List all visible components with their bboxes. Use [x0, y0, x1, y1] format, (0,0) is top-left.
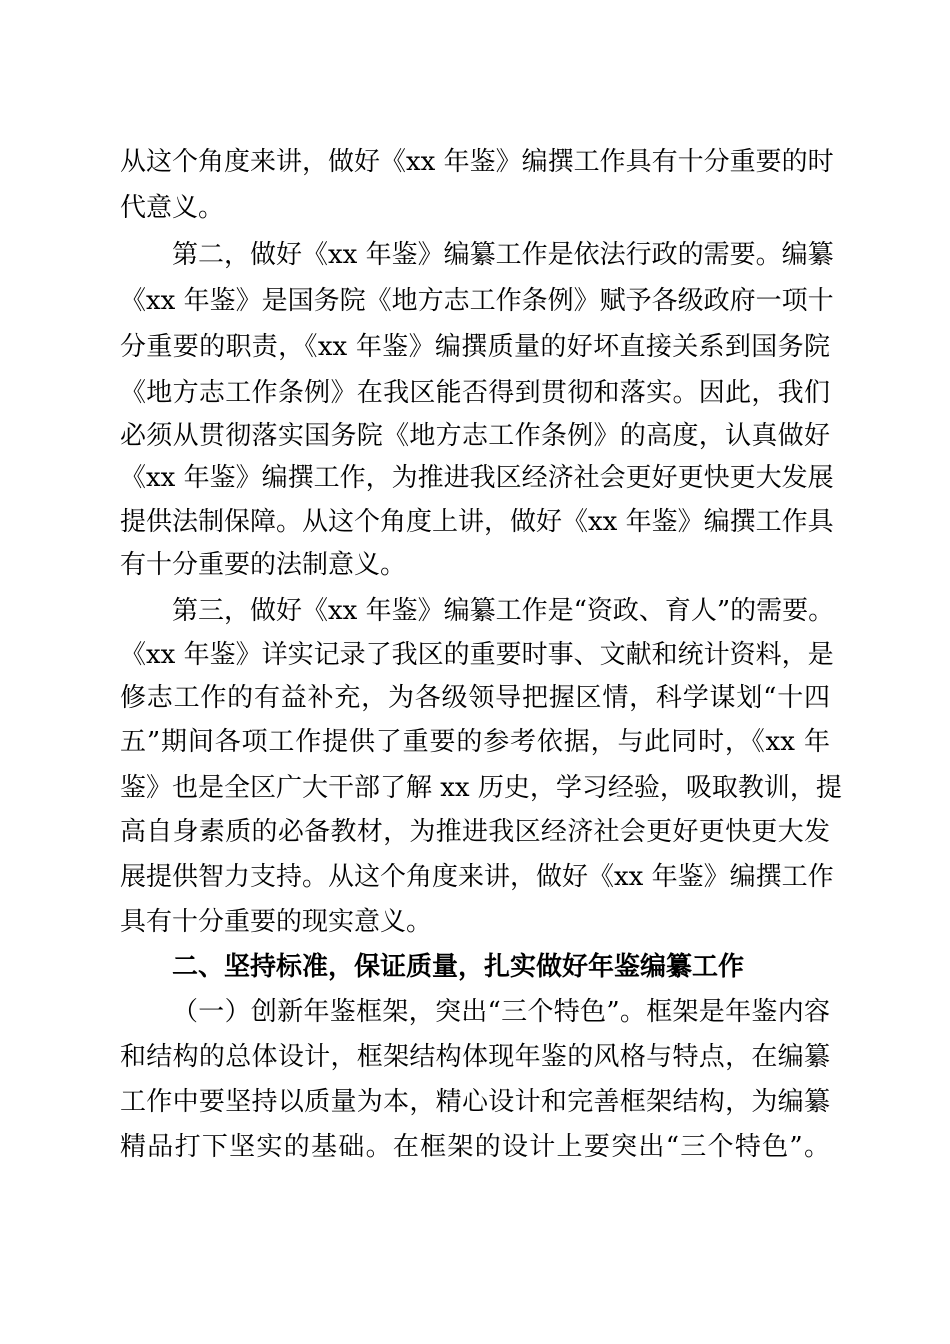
section-heading: 二、坚持标准，保证质量，扎实做好年鉴编纂工作 — [172, 952, 745, 982]
paragraph-3-line-4: 五”期间各项工作提供了重要的参考依据，与此同时，《xx 年 — [120, 727, 830, 757]
paragraph-2-line-3: 分重要的职责，《xx 年鉴》编撰质量的好坏直接关系到国务院 — [120, 332, 830, 362]
paragraph-1-line-2: 代意义。 — [120, 193, 225, 223]
paragraph-2-line-8: 有十分重要的法制意义。 — [120, 550, 407, 580]
paragraph-3-line-5: 鉴》也是全区广大干部了解 xx 历史，学习经验，吸取教训，提 — [120, 773, 842, 803]
paragraph-3-line-6: 高自身素质的必备教材，为推进我区经济社会更好更快更大发 — [120, 817, 830, 847]
paragraph-4-line-1: （一）创新年鉴框架，突出“三个特色”。框架是年鉴内容 — [172, 997, 830, 1027]
paragraph-2-line-4: 《地方志工作条例》在我区能否得到贯彻和落实。因此，我们 — [120, 378, 830, 408]
paragraph-3-line-3: 修志工作的有益补充，为各级领导把握区情，科学谋划“十四 — [120, 683, 830, 713]
paragraph-1-line-1: 从这个角度来讲，做好《xx 年鉴》编撰工作具有十分重要的时 — [120, 147, 834, 177]
paragraph-2-line-6: 《xx 年鉴》编撰工作，为推进我区经济社会更好更快更大发展 — [120, 463, 834, 493]
paragraph-2-line-5: 必须从贯彻落实国务院《地方志工作条例》的高度，认真做好 — [120, 421, 830, 451]
paragraph-4-line-4: 精品打下坚实的基础。在框架的设计上要突出“三个特色”。 — [120, 1132, 830, 1162]
paragraph-3-line-1: 第三，做好《xx 年鉴》编纂工作是“资政、育人”的需要。 — [172, 596, 835, 626]
paragraph-3-line-8: 具有十分重要的现实意义。 — [120, 907, 433, 937]
paragraph-2-line-1: 第二，做好《xx 年鉴》编纂工作是依法行政的需要。编纂 — [172, 240, 834, 270]
paragraph-2-line-7: 提供法制保障。从这个角度上讲，做好《xx 年鉴》编撰工作具 — [120, 507, 834, 537]
paragraph-4-line-3: 工作中要坚持以质量为本，精心设计和完善框架结构，为编纂 — [120, 1087, 830, 1117]
paragraph-4-line-2: 和结构的总体设计，框架结构体现年鉴的风格与特点，在编纂 — [120, 1042, 830, 1072]
paragraph-3-line-7: 展提供智力支持。从这个角度来讲，做好《xx 年鉴》编撰工作 — [120, 862, 834, 892]
paragraph-2-line-2: 《xx 年鉴》是国务院《地方志工作条例》赋予各级政府一项十 — [120, 286, 834, 316]
paragraph-3-line-2: 《xx 年鉴》详实记录了我区的重要时事、文献和统计资料，是 — [120, 640, 834, 670]
